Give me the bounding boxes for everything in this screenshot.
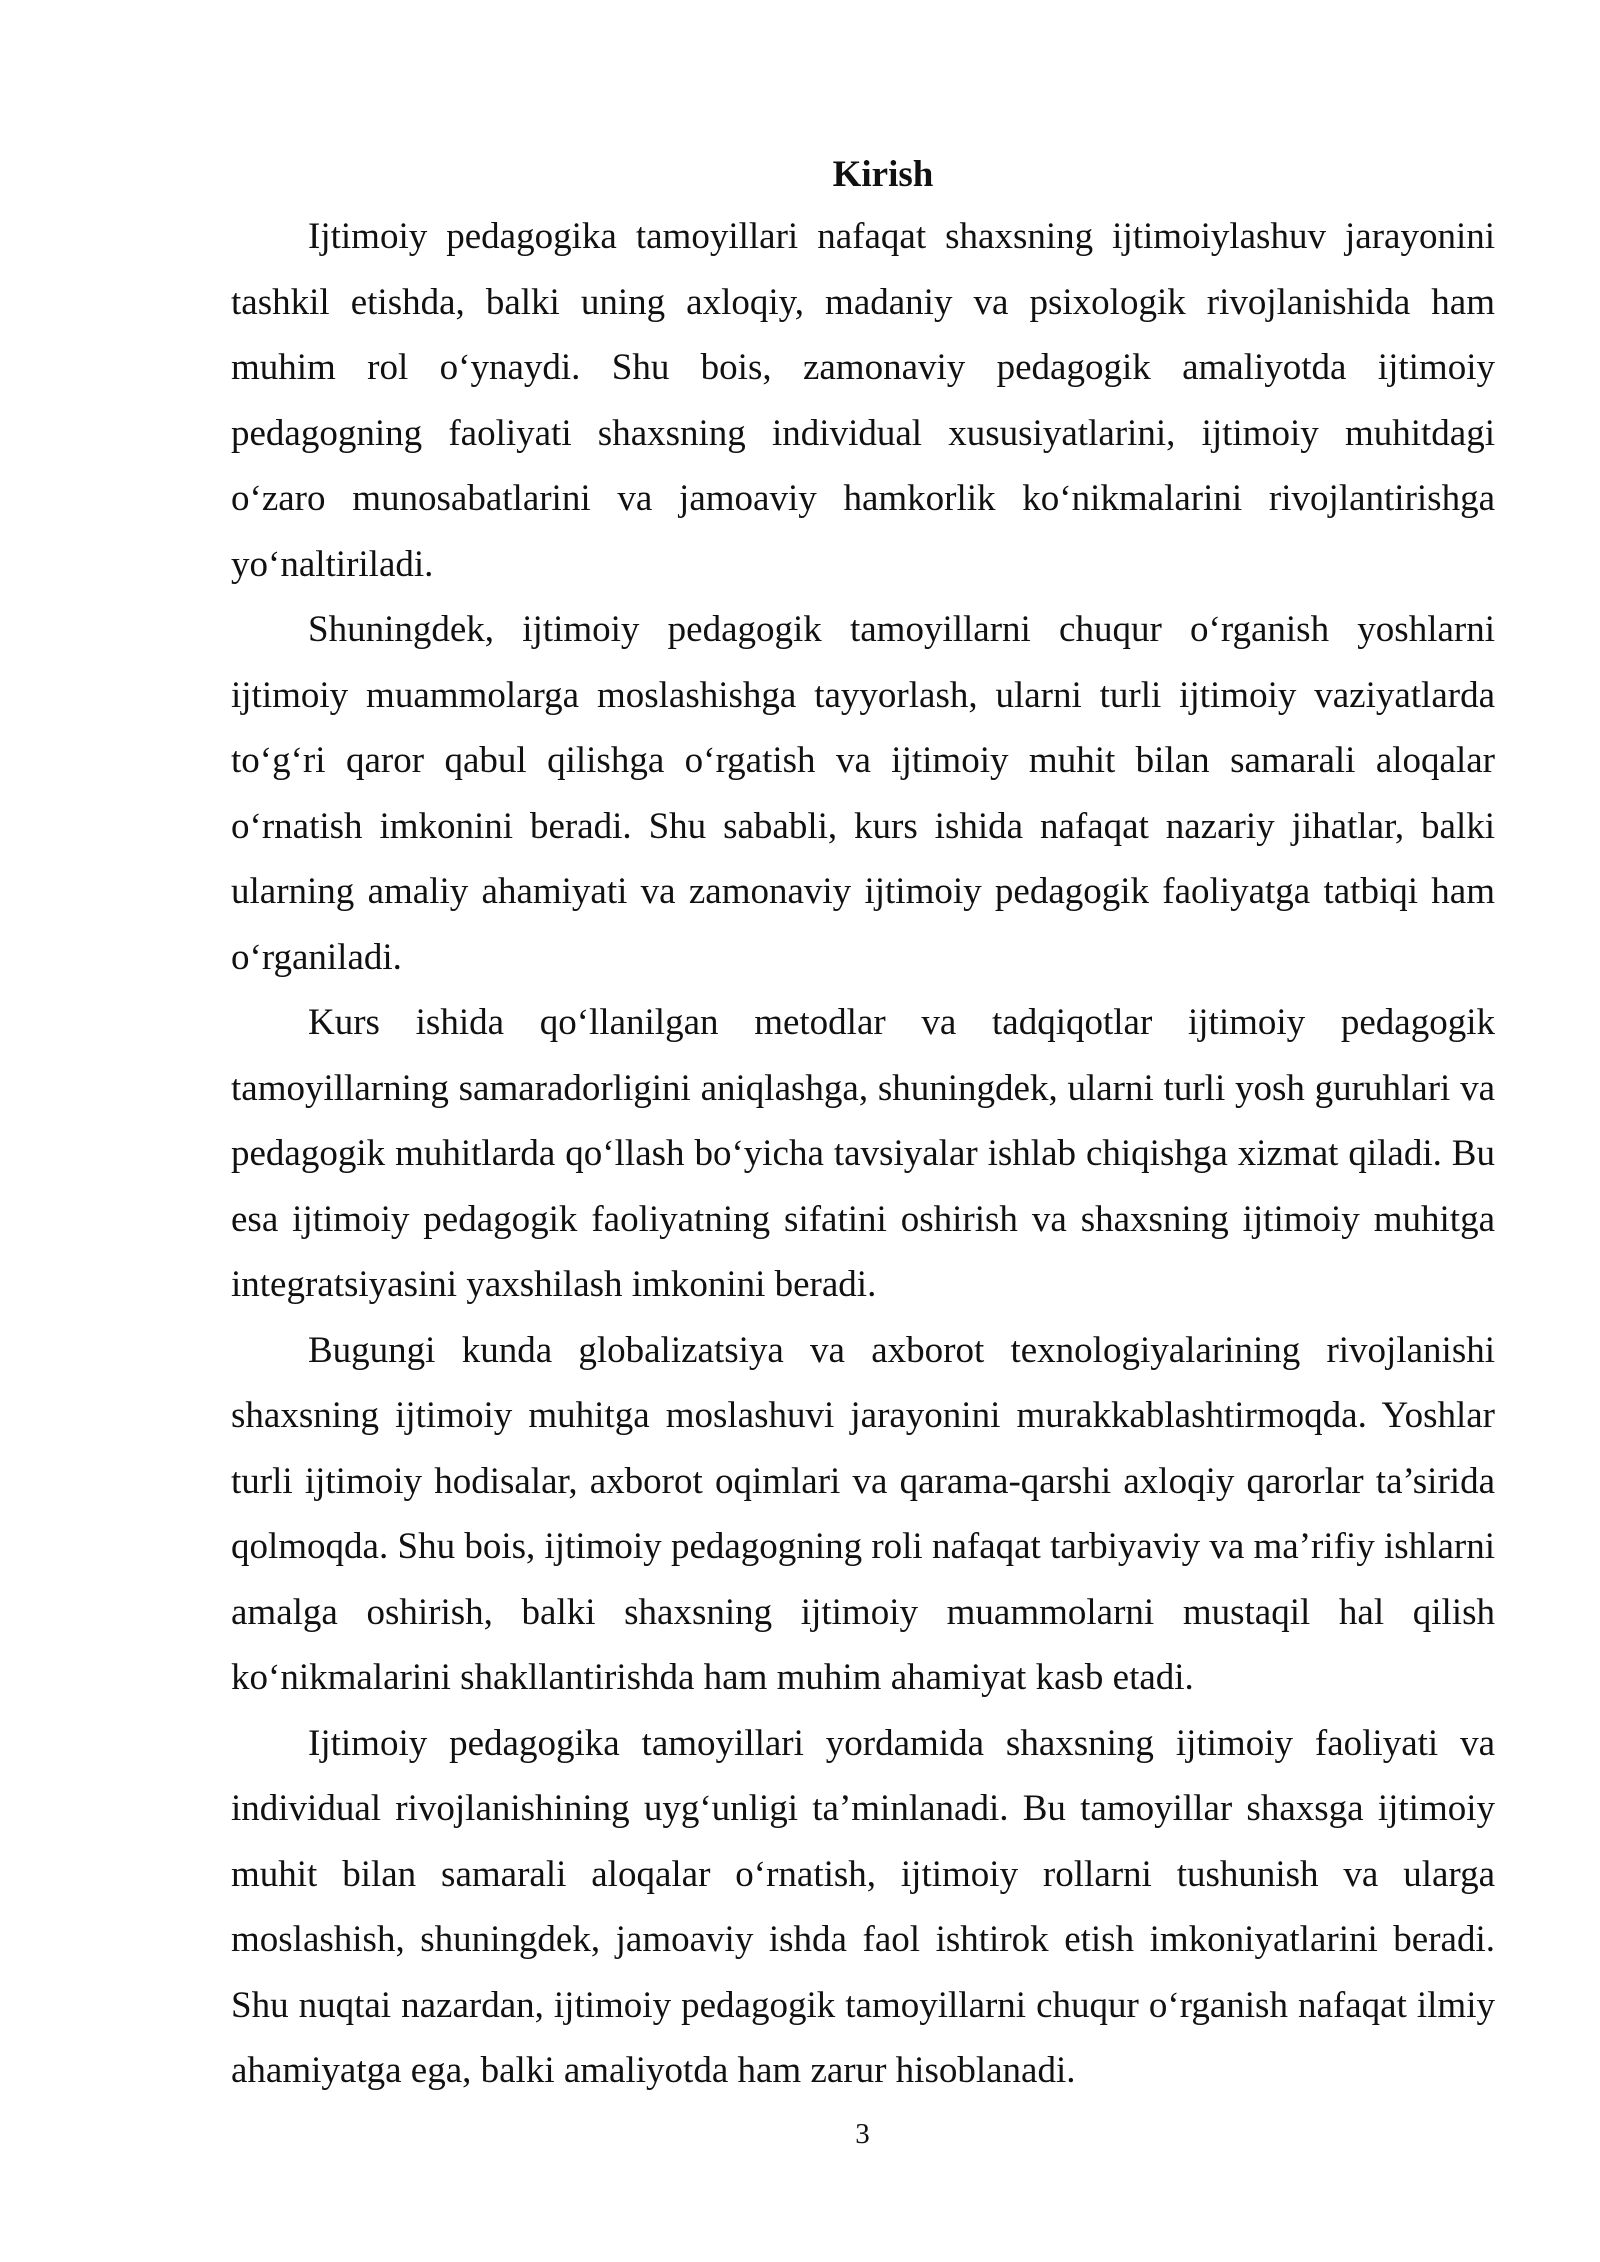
paragraph-2: Shuningdek, ijtimoiy pedagogik tamoyillarni chuqur o‘rganish yoshlarni ijtimoiy muammolarga moslashishga tayyorlash, ularni turli ijtimoiy vaziyatlarda to‘g‘ri qaror qabul qilishga o‘rgatish va ijtimoiy muhit bilan samarali aloqalar o‘rnatish imkonini beradi. Shu sababli, kurs ishida nafaqat nazariy jihatlar, balki ularning amaliy ahamiyati va zamonaviy ijtimoiy pedagogik faoliyatga tatbiqi ham o‘rganiladi. (231, 609, 1495, 978)
page-number: 3 (855, 2118, 870, 2150)
paragraph-5: Ijtimoiy pedagogika tamoyillari yordamida shaxsning ijtimoiy faoliyati va individual rivojlanishining uyg‘unligi ta’minlanadi. Bu tamoyillar shaxsga ijtimoiy muhit bilan samarali aloqalar o‘rnatish, ijtimoiy rollarni tushunish va ularga moslashish, shuningdek, jamoaviy ishda faol ishtirok etish imkoniyatlarini beradi. Shu nuqtai nazardan, ijtimoiy pedagogik tamoyillarni chuqur o‘rganish nafaqat ilmiy ahamiyatga ega, balki amaliyotda ham zarur hisoblanadi. (231, 1722, 1495, 2091)
section-heading: Kirish (832, 154, 934, 195)
paragraph-3: Kurs ishida qo‘llanilgan metodlar va tadqiqotlar ijtimoiy pedagogik tamoyillarning samaradorligini aniqlashga, shuningdek, ularni turli yosh guruhlari va pedagogik muhitlarda qo‘llash bo‘yicha tavsiyalar ishlab chiqishga xizmat qiladi. Bu esa ijtimoiy pedagogik faoliyatning sifatini oshirish va shaxsning ijtimoiy muhitga integratsiyasini yaxshilash imkonini beradi. (231, 1002, 1495, 1305)
page-content (231, 146, 1495, 2104)
paragraph-1: Ijtimoiy pedagogika tamoyillari nafaqat shaxsning ijtimoiylashuv jarayonini tashkil etishda, balki uning axloqiy, madaniy va psixologik rivojlanishida ham muhim rol o‘ynaydi. Shu bois, zamonaviy pedagogik amaliyotda ijtimoiy pedagogning faoliyati shaxsning individual xususiyatlarini, ijtimoiy muhitdagi o‘zaro munosabatlarini va jamoaviy hamkorlik ko‘nikmalarini rivojlantirishga yo‘naltiriladi. (231, 216, 1495, 585)
paragraph-4: Bugungi kunda globalizatsiya va axborot texnologiyalarining rivojlanishi shaxsning ijtimoiy muhitga moslashuvi jarayonini murakkablashtirmoqda. Yoshlar turli ijtimoiy hodisalar, axborot oqimlari va qarama-qarshi axloqiy qarorlar ta’sirida qolmoqda. Shu bois, ijtimoiy pedagogning roli nafaqat tarbiyaviy va ma’rifiy ishlarni amalga oshirish, balki shaxsning ijtimoiy muammolarni mustaqil hal qilish ko‘nikmalarini shakllantirishda ham muhim ahamiyat kasb etadi. (231, 1329, 1495, 1698)
